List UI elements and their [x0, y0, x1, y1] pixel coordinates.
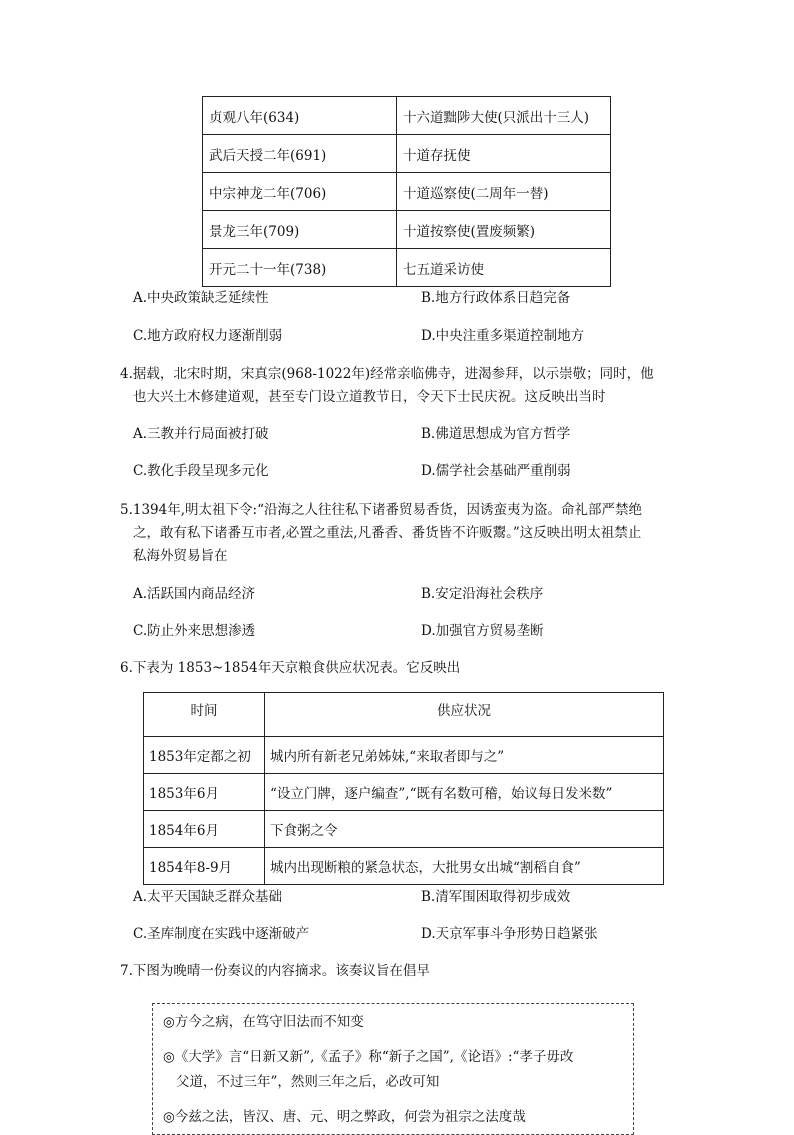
table-cell: 十道按察使(置废频繁) — [397, 211, 611, 249]
q5-option-a: A.活跃国内商品经济 — [133, 586, 256, 602]
table-cell: 1854年6月 — [144, 811, 265, 848]
q4-option-b: B.佛道思想成为官方哲学 — [421, 426, 571, 442]
memorial-item-2-line1: ◎《大学》言“日新又新”,《孟子》称“新子之国”,《论语》:“孝子毋改 — [163, 1049, 574, 1065]
table-row — [203, 135, 611, 173]
q6-stem: 6.下表为 1853~1854年天京粮食供应状况表。它反映出 — [120, 660, 461, 676]
q4-option-a: A.三教并行局面被打破 — [133, 426, 269, 442]
table-row — [203, 211, 611, 249]
memorial-item-2-line2: 父道，不过三年”，然则三年之后，必改可知 — [176, 1074, 440, 1090]
q4-option-d: D.儒学社会基础严重削弱 — [421, 463, 571, 479]
q5-stem-line1: 5.1394年,明太祖下令:“沿海之人往往私下诸番贸易香货，因诱蛮夷为盗。命礼部严禁绝 — [120, 502, 642, 518]
dynasty-envoy-table — [202, 96, 611, 287]
table-cell: 中宗神龙二年(706) — [203, 173, 397, 211]
q3-option-c: C.地方政府权力逐渐削弱 — [133, 328, 283, 344]
q4-stem-line2: 也大兴土木修建道观，甚至专门设立道教节日，令天下士民庆祝。这反映出当时 — [133, 389, 606, 405]
q5-option-c: C.防止外来思想渗透 — [133, 623, 256, 639]
q3-option-b: B.地方行政体系日趋完备 — [421, 290, 571, 306]
table-row — [144, 811, 664, 848]
table-cell: 开元二十一年(738) — [203, 249, 397, 287]
table-cell: 武后天授二年(691) — [203, 135, 397, 173]
table-row — [144, 774, 664, 811]
column-header-supply: 供应状况 — [265, 693, 664, 737]
table-cell: 城内出现断粮的紧急状态，大批男女出城“割稻自食” — [265, 848, 664, 885]
q6-option-d: D.天京军事斗争形势日趋紧张 — [421, 926, 598, 942]
table-cell: 1854年8-9月 — [144, 848, 265, 885]
q6-option-c: C.圣库制度在实践中逐渐破产 — [133, 926, 310, 942]
table-cell: 下食粥之令 — [265, 811, 664, 848]
table-cell: 十道巡察使(二周年一替) — [397, 173, 611, 211]
table-row — [144, 737, 664, 774]
q5-option-b: B.安定沿海社会秩序 — [421, 586, 544, 602]
table-cell: 七五道采访使 — [397, 249, 611, 287]
column-header-time: 时间 — [144, 693, 265, 737]
table-row — [203, 97, 611, 135]
table-cell: 1853年6月 — [144, 774, 265, 811]
table-cell: “设立门牌，逐户编查”,“既有名数可稽，始议每日发米数” — [265, 774, 664, 811]
table-header-row — [144, 693, 664, 737]
table-row — [203, 173, 611, 211]
table-cell: 十道存抚使 — [397, 135, 611, 173]
table-cell: 城内所有新老兄弟姊妹,“来取者即与之” — [265, 737, 664, 774]
table-row — [203, 249, 611, 287]
q3-option-d: D.中央注重多渠道控制地方 — [421, 328, 585, 344]
grain-supply-table — [143, 692, 664, 885]
q4-stem-line1: 4.据载，北宋时期，宋真宗(968-1022年)经常亲临佛寺，进渴参拜，以示崇敬；同时，他 — [120, 366, 654, 382]
memorial-item-3: ◎今兹之法，皆汉、唐、元、明之弊政，何尝为祖宗之法度哉 — [163, 1109, 526, 1125]
q7-stem: 7.下图为晚晴一份奏议的内容摘求。该奏议旨在倡早 — [120, 963, 430, 979]
q5-option-d: D.加强官方贸易垄断 — [421, 623, 544, 639]
q5-stem-line3: 私海外贸易旨在 — [133, 548, 228, 564]
q6-option-a: A.太平天国缺乏群众基础 — [133, 889, 283, 905]
table-cell: 十六道黜陟大使(只派出十三人) — [397, 97, 611, 135]
table-cell: 贞观八年(634) — [203, 97, 397, 135]
table-cell: 1853年定都之初 — [144, 737, 265, 774]
memorial-item-1: ◎方今之病，在笃守旧法而不知变 — [163, 1014, 364, 1030]
q3-option-a: A.中央政策缺乏延续性 — [133, 290, 269, 306]
table-cell: 景龙三年(709) — [203, 211, 397, 249]
q5-stem-line2: 之，敢有私下诸番互市者,必置之重法,凡番香、番货皆不许贩鬻。”这反映出明太祖禁止 — [133, 525, 642, 541]
q4-option-c: C.教化手段呈现多元化 — [133, 463, 269, 479]
table-row — [144, 848, 664, 885]
q6-option-b: B.清军围困取得初步成效 — [421, 889, 571, 905]
